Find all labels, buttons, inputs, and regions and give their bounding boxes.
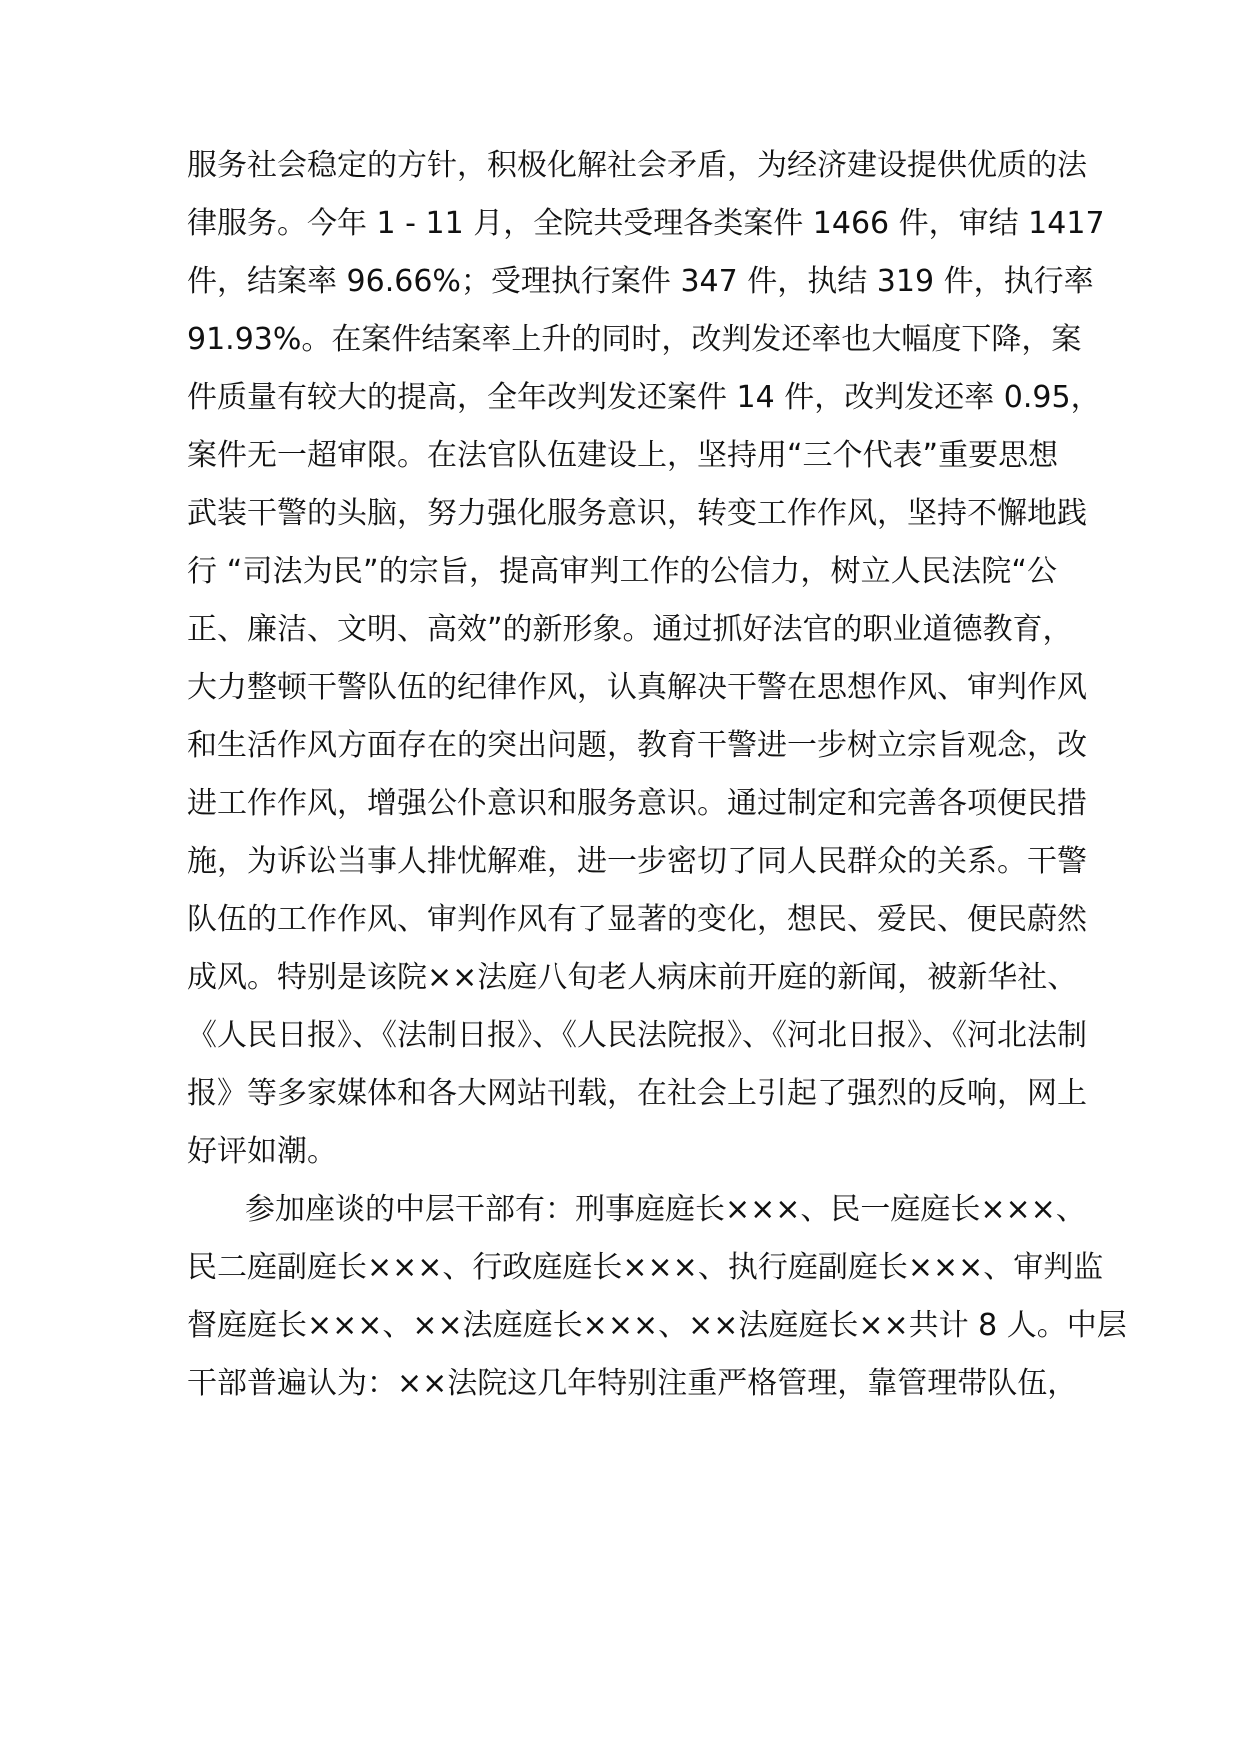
paragraph-1-line-5: 件质量有较大的提高，全年改判发还案件 14 件，改判发还率 0.95，: [187, 380, 1101, 415]
paragraph-2-line-3: 督庭庭长×××、××法庭庭长×××、××法庭庭长××共计 8 人。中层: [187, 1308, 1127, 1343]
paragraph-2-line-1: 参加座谈的中层干部有：刑事庭庭长×××、民一庭庭长×××、: [245, 1192, 1086, 1227]
paragraph-1-line-8: 行 “司法为民”的宗旨，提高审判工作的公信力，树立人民法院“公: [187, 554, 1057, 589]
paragraph-1-line-7: 武装干警的头脑，努力强化服务意识，转变工作作风，坚持不懈地践: [187, 496, 1087, 531]
paragraph-1-line-14: 队伍的工作作风、审判作风有了显著的变化，想民、爱民、便民蔚然: [187, 902, 1087, 937]
paragraph-2-line-4: 干部普遍认为：××法院这几年特别注重严格管理，靠管理带队伍，: [187, 1366, 1078, 1401]
paragraph-1-line-16: 《人民日报》、《法制日报》、《人民法院报》、《河北日报》、《河北法制: [187, 1018, 1087, 1053]
paragraph-1-line-2: 律服务。今年 1 - 11 月，全院共受理各类案件 1466 件，审结 1417: [187, 206, 1105, 241]
paragraph-1-line-9: 正、廉洁、文明、高效”的新形象。通过抓好法官的职业道德教育，: [187, 612, 1073, 647]
paragraph-1-line-18: 好评如潮。: [187, 1134, 337, 1169]
paragraph-1-line-3: 件，结案率 96.66%；受理执行案件 347 件，执结 319 件，执行率: [187, 264, 1094, 299]
paragraph-1-line-15: 成风。特别是该院××法庭八旬老人病床前开庭的新闻，被新华社、: [187, 960, 1078, 995]
paragraph-1-line-1: 服务社会稳定的方针，积极化解社会矛盾，为经济建设提供优质的法: [187, 148, 1087, 183]
paragraph-1-line-17: 报》等多家媒体和各大网站刊载，在社会上引起了强烈的反响，网上: [187, 1076, 1087, 1111]
paragraph-1-line-13: 施，为诉讼当事人排忧解难，进一步密切了同人民群众的关系。干警: [187, 844, 1087, 879]
paragraph-2-line-2: 民二庭副庭长×××、行政庭庭长×××、执行庭副庭长×××、审判监: [187, 1250, 1104, 1285]
paragraph-1-line-10: 大力整顿干警队伍的纪律作风，认真解决干警在思想作风、审判作风: [187, 670, 1087, 705]
paragraph-1-line-4: 91.93%。在案件结案率上升的同时，改判发还率也大幅度下降，案: [187, 322, 1082, 357]
paragraph-1-line-6: 案件无一超审限。在法官队伍建设上，坚持用“三个代表”重要思想: [187, 438, 1059, 473]
paragraph-1-line-12: 进工作作风，增强公仆意识和服务意识。通过制定和完善各项便民措: [187, 786, 1087, 821]
paragraph-1-line-11: 和生活作风方面存在的突出问题，教育干警进一步树立宗旨观念，改: [187, 728, 1087, 763]
